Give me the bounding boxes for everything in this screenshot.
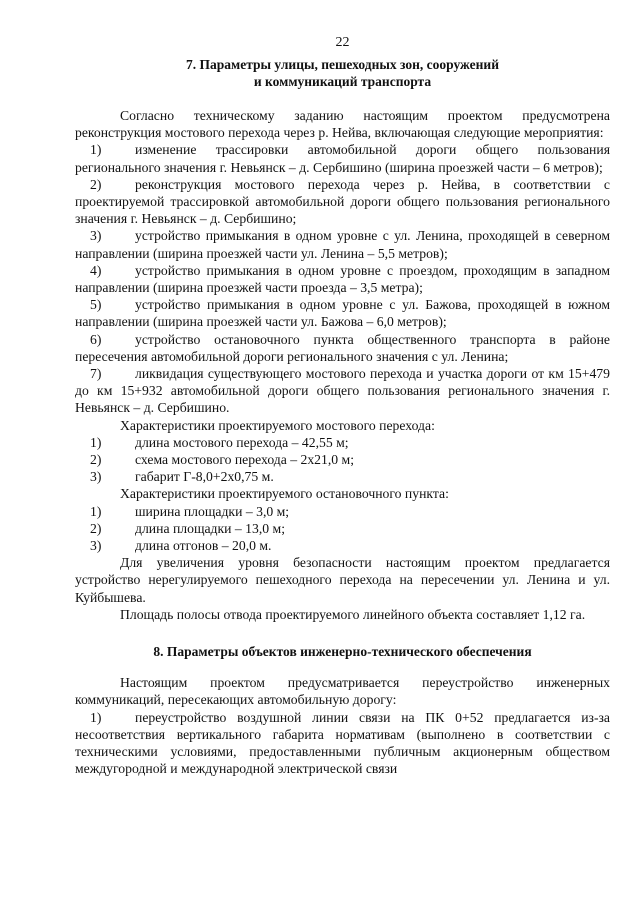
list-item: 4) устройство примыкания в одном уровне с проездом, проходящим в западном направлении (ширина проезжей части проезда – 3,5 метра); bbox=[75, 262, 610, 296]
list-item: 3) длина отгонов – 20,0 м. bbox=[90, 538, 272, 554]
safety-paragraph: Для увеличения уровня безопасности настоящим проектом предлагается устройство нерегулируемого пешеходного перехода на пересечении ул. Ленина и ул. Куйбышева. bbox=[75, 555, 610, 605]
list-item: 7) ликвидация существующего мостового перехода и участка дороги от км 15+479 до км 15+932 автомобильной дороги общего пользования регионального значения г. Невьянск – д. Сербишино. bbox=[75, 366, 610, 416]
page-number: 22 bbox=[335, 35, 350, 50]
area-paragraph: Площадь полосы отвода проектируемого линейного объекта составляет 1,12 га. bbox=[120, 606, 586, 622]
list-item: 1) изменение трассировки автомобильной дороги общего пользования регионального значения г. Невьянск – д. Сербишино (ширина проезжей части – 6 метров); bbox=[75, 142, 610, 175]
list-item: 5) устройство примыкания в одном уровне с ул. Бажова, проходящей в южном направлении (ширина проезжей части ул. Бажова – 6,0 метров); bbox=[75, 297, 610, 330]
list-item: 2) реконструкция мостового перехода через р. Нейва, в соответствии с проектируемой трассировкой автомобильной дороги общего пользования регионального значения г. Невьянск – д. Сербишино; bbox=[75, 176, 610, 227]
section8-intro: Настоящим проектом предусматривается переустройство инженерных коммуникаций, пересекающих автомобильную дорогу: bbox=[75, 675, 610, 708]
list-item: 3) устройство примыкания в одном уровне с ул. Ленина, проходящей в северном направлении (ширина проезжей части ул. Ленина – 5,5 метров); bbox=[75, 228, 610, 261]
document-page bbox=[75, 34, 610, 777]
section7-intro: Согласно техническому заданию настоящим проектом предусмотрена реконструкция мостового перехода через р. Нейва, включающая следующие мероприятия: bbox=[75, 108, 610, 141]
list-item: 1) переустройство воздушной линии связи на ПК 0+52 предлагается из-за несоответствия вертикального габарита нормативам (выполнено в соответствии с техническими условиями, предоставленными публичным акционерным обществом междугородной и международной электрической связи bbox=[75, 709, 610, 777]
list-item: 1) ширина площадки – 3,0 м; bbox=[90, 503, 290, 519]
section7-title-line1: 7. Параметры улицы, пешеходных зон, сооружений bbox=[186, 57, 499, 72]
bridge-heading: Характеристики проектируемого мостового перехода: bbox=[120, 417, 435, 433]
list-item: 1) длина мостового перехода – 42,55 м; bbox=[90, 434, 349, 450]
list-item: 2) схема мостового перехода – 2х21,0 м; bbox=[90, 452, 355, 468]
list-item: 2) длина площадки – 13,0 м; bbox=[90, 520, 286, 536]
list-item: 3) габарит Г-8,0+2х0,75 м. bbox=[90, 469, 274, 485]
section8-title: 8. Параметры объектов инженерно-технического обеспечения bbox=[153, 644, 532, 660]
list-item: 6) устройство остановочного пункта общественного транспорта в районе пересечения автомобильной дороги регионального значения с ул. Ленина; bbox=[75, 331, 610, 364]
section7-title-line2: и коммуникаций транспорта bbox=[253, 74, 432, 89]
stop-heading: Характеристики проектируемого остановочного пункта: bbox=[120, 486, 449, 502]
